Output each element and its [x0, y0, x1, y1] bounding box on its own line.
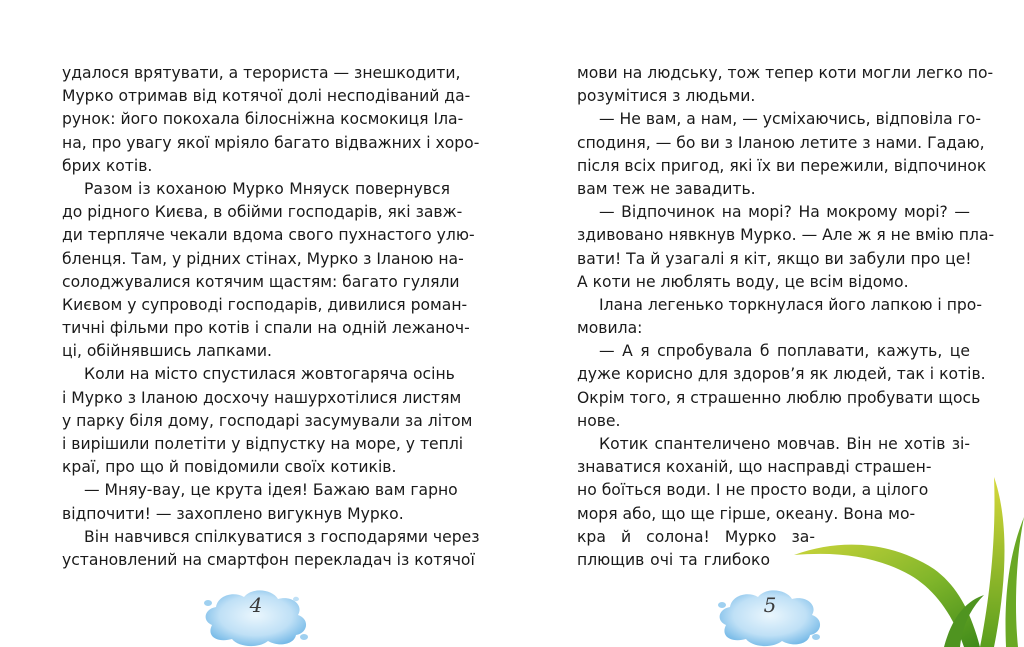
text-line: кра й солона! Мурко за- [577, 527, 815, 546]
text-line: тичні фільми про котів і спали на одній лежаноч- [62, 319, 470, 338]
text-line: установлений на смартфон перекладач із котячої [62, 550, 475, 569]
text-line: солоджувалися котячим щастям: багато гуляли [62, 272, 460, 291]
text-line: Він навчився спілкуватися з господарями через [84, 527, 480, 546]
text-line: — А я спробувала б поплавати, кажуть, це [599, 342, 970, 361]
text-line: мови на людську, тож тепер коти могли легко по- [577, 64, 994, 82]
text-line: плющив очі та глибоко [577, 550, 770, 569]
text-line: розумітися з людьми. [577, 87, 756, 106]
text-line: Разом із коханою Мурко Мняуск повернувся [84, 179, 450, 198]
text-line: на, про увагу якої мріяло багато відважних і хоро- [62, 133, 480, 152]
right-page [512, 0, 1024, 647]
text-line: вати! Та й узагалі я кіт, якщо ви забули про це! [577, 249, 972, 268]
text-line: ди терпляче чекали вдома свого пухнастого улю- [62, 226, 475, 245]
page-number: 5 [763, 593, 777, 617]
text-line: і Мурко з Іланою досхочу нашурхотілися листям [62, 388, 462, 407]
text-line: — Відпочинок на морі? На мокрому морі? — [599, 203, 970, 222]
text-line: бленця. Там, у рідних стінах, Мурко з Іланою на- [62, 249, 464, 268]
text-line: Ілана легенько торкнулася його лапкою і про- [599, 295, 982, 314]
text-line: Котик спантеличено мовчав. Він не хотів зі- [599, 435, 970, 453]
text-line: знаватися коханій, що насправді страшен- [577, 458, 932, 477]
text-line: після всіх пригод, які їх ви пережили, відпочинок [577, 156, 987, 175]
text-line: но боїться води. І не просто води, а цілого [577, 481, 929, 500]
grass-illustration [794, 477, 1024, 647]
text-line: і вирішили полетіти у відпустку на море, у теплі [62, 435, 464, 453]
text-line: нове. [577, 411, 621, 430]
text-line: Коли на місто спустилася жовтогаряча осінь [84, 365, 455, 384]
text-line: моря або, що ще гірше, океану. Вона мо- [577, 504, 916, 523]
left-page-text [62, 62, 480, 572]
page-number: 4 [249, 593, 263, 617]
text-line: вам теж не завадить. [577, 179, 756, 198]
text-line: здивовано нявкнув Мурко. — Але ж я не вмію пла- [577, 226, 995, 245]
text-line: Києвом у супроводі господарів, дивилися роман- [62, 295, 468, 314]
text-line: — Не вам, а нам, — усміхаючись, відповіла го- [599, 110, 981, 129]
text-line: Окрім того, я страшенно люблю пробувати щось [577, 388, 981, 407]
text-line: ці, обійнявшись лапками. [62, 342, 272, 361]
text-line: — Мняу-вау, це крута ідея! Бажаю вам гарно [84, 481, 458, 500]
text-line: до рідного Києва, в обійми господарів, які завж- [62, 203, 463, 222]
text-line: у парку біля дому, господарі засумували за літом [62, 411, 473, 430]
text-line: А коти не люблять воду, це всім відомо. [577, 272, 909, 291]
text-line: брих котів. [62, 156, 153, 175]
text-line: дуже корисно для здоров’я як людей, так і котів. [577, 365, 986, 384]
text-line: відпочити! — захоплено вигукнув Мурко. [62, 504, 404, 523]
text-line: удалося врятувати, а терориста — знешкодити, [62, 64, 461, 82]
text-line: рунок: його покохала білосніжна космокиця Іла- [62, 110, 464, 129]
text-line: Мурко отримав від котячої долі несподіваний да- [62, 87, 471, 106]
page-number-badge [198, 585, 308, 647]
text-line: мовила: [577, 319, 643, 338]
text-line: сподиня, — бо ви з Іланою летите з нами. Гадаю, [577, 133, 985, 152]
text-line: краї, про що й повідомили своїх котиків. [62, 458, 397, 477]
